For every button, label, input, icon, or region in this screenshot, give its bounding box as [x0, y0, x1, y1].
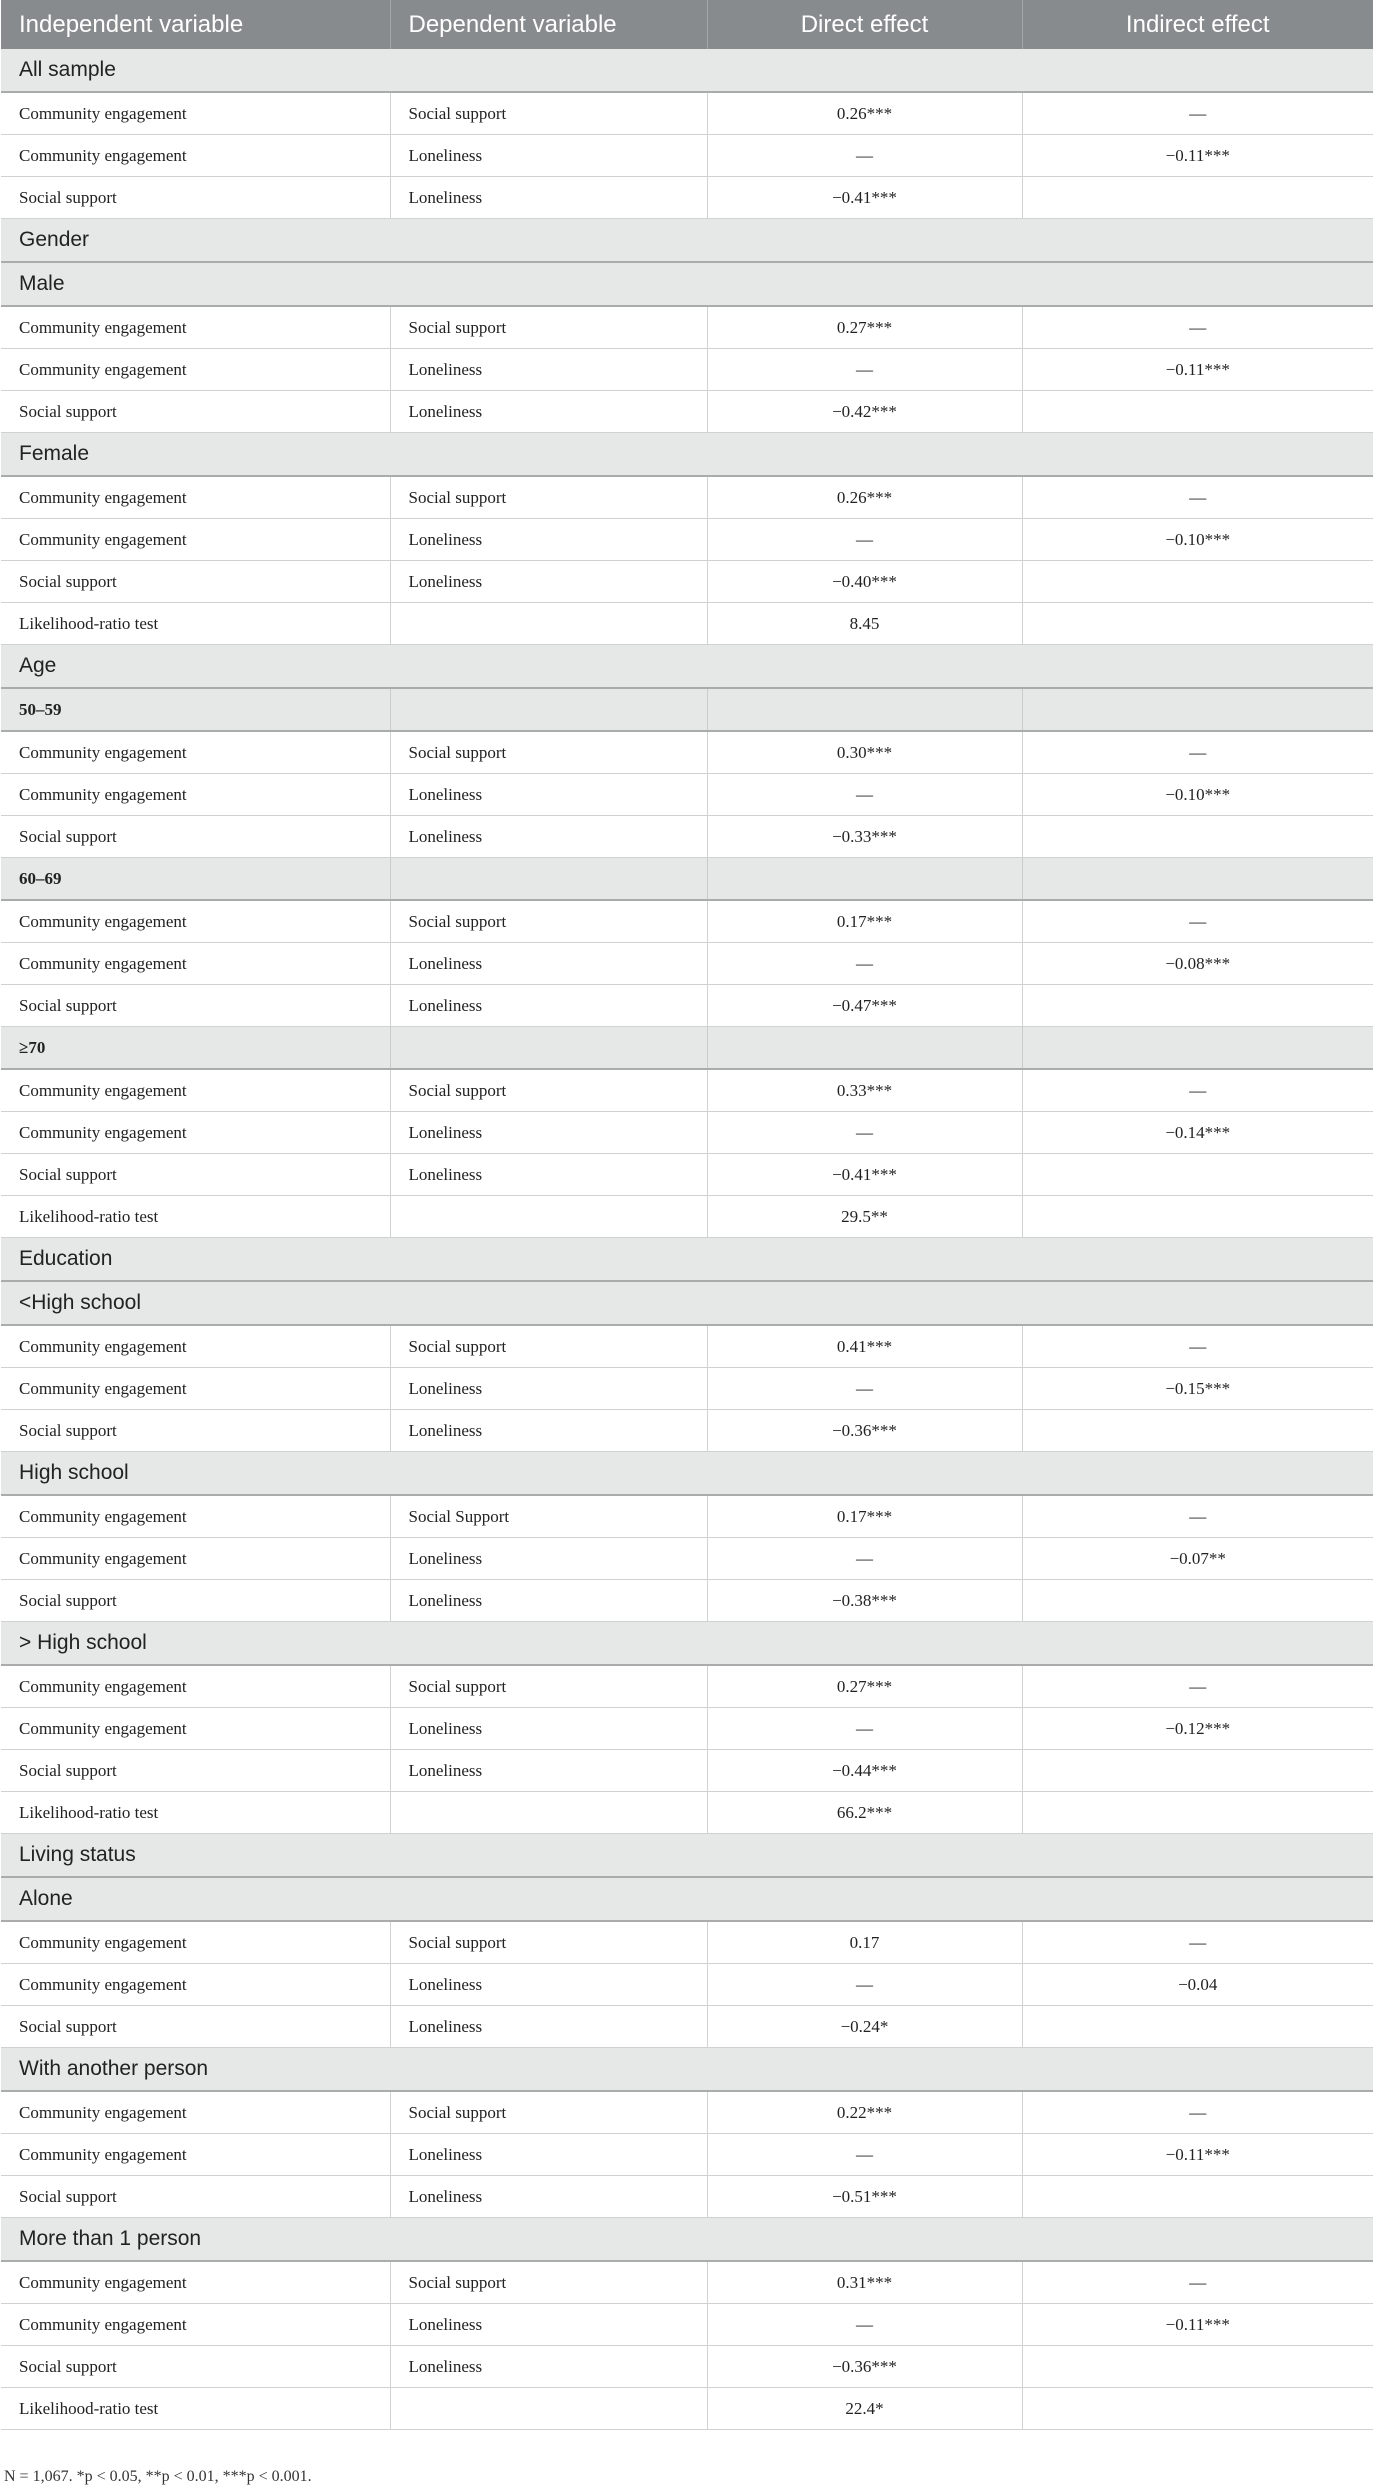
indirect-effect-cell — [1022, 1580, 1373, 1622]
dependent-variable-cell: Social support — [390, 1325, 707, 1368]
table-row — [1, 1325, 1373, 1368]
dependent-variable-cell — [390, 603, 707, 645]
direct-effect-cell: 0.30*** — [707, 731, 1022, 774]
dependent-variable-cell: Loneliness — [390, 1580, 707, 1622]
dependent-variable-cell: Social support — [390, 2261, 707, 2304]
table-header — [1, 0, 1373, 49]
dependent-variable-cell — [390, 1196, 707, 1238]
indirect-effect-cell: −0.08*** — [1022, 943, 1373, 985]
direct-effect-cell: — — [707, 2134, 1022, 2176]
direct-effect-cell: −0.41*** — [707, 1154, 1022, 1196]
dependent-variable-cell: Social support — [390, 1921, 707, 1964]
table-row — [1, 1154, 1373, 1196]
independent-variable-cell: Likelihood-ratio test — [1, 1196, 390, 1238]
direct-effect-cell: −0.33*** — [707, 816, 1022, 858]
indirect-effect-cell: — — [1022, 2261, 1373, 2304]
dependent-variable-cell: Loneliness — [390, 1154, 707, 1196]
independent-variable-cell: Social support — [1, 2346, 390, 2388]
direct-effect-cell: 0.27*** — [707, 306, 1022, 349]
table-row — [1, 2176, 1373, 2218]
independent-variable-cell: Community engagement — [1, 135, 390, 177]
empty-cell — [390, 858, 707, 901]
independent-variable-cell: Community engagement — [1, 2091, 390, 2134]
indirect-effect-cell: −0.11*** — [1022, 135, 1373, 177]
empty-cell — [1022, 858, 1373, 901]
independent-variable-cell: Community engagement — [1, 774, 390, 816]
direct-effect-cell: 0.41*** — [707, 1325, 1022, 1368]
dependent-variable-cell: Loneliness — [390, 1708, 707, 1750]
independent-variable-cell: Social support — [1, 1410, 390, 1452]
indirect-effect-cell — [1022, 561, 1373, 603]
dependent-variable-cell: Loneliness — [390, 519, 707, 561]
dependent-variable-cell: Loneliness — [390, 2006, 707, 2048]
dependent-variable-cell: Social support — [390, 2091, 707, 2134]
section-header-row — [1, 1834, 1373, 1878]
indirect-effect-cell: −0.14*** — [1022, 1112, 1373, 1154]
independent-variable-cell: Likelihood-ratio test — [1, 1792, 390, 1834]
table-row — [1, 2006, 1373, 2048]
table-row — [1, 135, 1373, 177]
direct-effect-cell: — — [707, 1112, 1022, 1154]
indirect-effect-cell: — — [1022, 1325, 1373, 1368]
table-row — [1, 1368, 1373, 1410]
direct-effect-cell: 8.45 — [707, 603, 1022, 645]
table-row — [1, 1196, 1373, 1238]
section-header-row — [1, 645, 1373, 689]
section-header-row — [1, 49, 1373, 92]
indirect-effect-cell: — — [1022, 306, 1373, 349]
independent-variable-cell: Community engagement — [1, 731, 390, 774]
header-independent-variable: Independent variable — [1, 0, 390, 49]
empty-cell — [707, 688, 1022, 731]
dependent-variable-cell: Social support — [390, 1665, 707, 1708]
section-label: Gender — [1, 219, 1373, 263]
independent-variable-cell: Community engagement — [1, 306, 390, 349]
empty-cell — [707, 1027, 1022, 1070]
indirect-effect-cell: — — [1022, 2091, 1373, 2134]
empty-cell — [390, 688, 707, 731]
indirect-effect-cell: −0.11*** — [1022, 2134, 1373, 2176]
indirect-effect-cell — [1022, 816, 1373, 858]
table-row — [1, 943, 1373, 985]
dependent-variable-cell: Social support — [390, 1069, 707, 1112]
empty-cell — [1022, 1027, 1373, 1070]
subsection-label: ≥70 — [1, 1027, 390, 1070]
table-row — [1, 2134, 1373, 2176]
direct-effect-cell: −0.40*** — [707, 561, 1022, 603]
section-header-row — [1, 1238, 1373, 1282]
independent-variable-cell: Community engagement — [1, 1112, 390, 1154]
direct-effect-cell: 22.4* — [707, 2388, 1022, 2430]
independent-variable-cell: Social support — [1, 1580, 390, 1622]
indirect-effect-cell: — — [1022, 476, 1373, 519]
section-label: All sample — [1, 49, 1373, 92]
table-row — [1, 603, 1373, 645]
table-row — [1, 561, 1373, 603]
indirect-effect-cell: −0.04 — [1022, 1964, 1373, 2006]
indirect-effect-cell: — — [1022, 731, 1373, 774]
independent-variable-cell: Likelihood-ratio test — [1, 603, 390, 645]
table-row — [1, 177, 1373, 219]
indirect-effect-cell: — — [1022, 1495, 1373, 1538]
dependent-variable-cell: Social support — [390, 476, 707, 519]
independent-variable-cell: Community engagement — [1, 1964, 390, 2006]
indirect-effect-cell — [1022, 1196, 1373, 1238]
table-row — [1, 1410, 1373, 1452]
indirect-effect-cell: −0.10*** — [1022, 774, 1373, 816]
independent-variable-cell: Social support — [1, 816, 390, 858]
table-row — [1, 2091, 1373, 2134]
direct-effect-cell: −0.36*** — [707, 2346, 1022, 2388]
section-label: Alone — [1, 1877, 1373, 1921]
section-header-row — [1, 433, 1373, 477]
dependent-variable-cell: Loneliness — [390, 1410, 707, 1452]
direct-effect-cell: — — [707, 519, 1022, 561]
dependent-variable-cell: Loneliness — [390, 2304, 707, 2346]
table-row — [1, 519, 1373, 561]
direct-effect-cell: 0.17*** — [707, 900, 1022, 943]
dependent-variable-cell: Social support — [390, 92, 707, 135]
table-row — [1, 1580, 1373, 1622]
independent-variable-cell: Community engagement — [1, 1325, 390, 1368]
table-row — [1, 1921, 1373, 1964]
table-row — [1, 1964, 1373, 2006]
direct-effect-cell: — — [707, 1964, 1022, 2006]
table-row — [1, 1708, 1373, 1750]
dependent-variable-cell: Loneliness — [390, 2346, 707, 2388]
independent-variable-cell: Social support — [1, 1154, 390, 1196]
direct-effect-cell: 0.22*** — [707, 2091, 1022, 2134]
section-label: High school — [1, 1452, 1373, 1496]
section-header-row — [1, 1877, 1373, 1921]
independent-variable-cell: Community engagement — [1, 519, 390, 561]
section-label: Male — [1, 262, 1373, 306]
table-footnote: N = 1,067. *p < 0.05, **p < 0.01, ***p < 0.001. — [4, 2468, 312, 2485]
independent-variable-cell: Social support — [1, 2176, 390, 2218]
table-row — [1, 2261, 1373, 2304]
mediation-results-table — [1, 0, 1373, 2430]
indirect-effect-cell: — — [1022, 1069, 1373, 1112]
subsection-header-row — [1, 858, 1373, 901]
direct-effect-cell: 0.26*** — [707, 476, 1022, 519]
subsection-label: 50–59 — [1, 688, 390, 731]
indirect-effect-cell: −0.11*** — [1022, 2304, 1373, 2346]
indirect-effect-cell: −0.07** — [1022, 1538, 1373, 1580]
section-label: With another person — [1, 2048, 1373, 2092]
table-row — [1, 349, 1373, 391]
independent-variable-cell: Community engagement — [1, 92, 390, 135]
indirect-effect-cell — [1022, 177, 1373, 219]
table-row — [1, 1069, 1373, 1112]
independent-variable-cell: Community engagement — [1, 1921, 390, 1964]
independent-variable-cell: Social support — [1, 985, 390, 1027]
section-label: More than 1 person — [1, 2218, 1373, 2262]
direct-effect-cell: −0.24* — [707, 2006, 1022, 2048]
dependent-variable-cell: Social Support — [390, 1495, 707, 1538]
indirect-effect-cell — [1022, 1410, 1373, 1452]
independent-variable-cell: Community engagement — [1, 476, 390, 519]
section-label: Education — [1, 1238, 1373, 1282]
indirect-effect-cell — [1022, 1154, 1373, 1196]
direct-effect-cell: — — [707, 774, 1022, 816]
direct-effect-cell: — — [707, 1708, 1022, 1750]
section-label: Living status — [1, 1834, 1373, 1878]
section-header-row — [1, 1281, 1373, 1325]
direct-effect-cell: 0.31*** — [707, 2261, 1022, 2304]
table-row — [1, 985, 1373, 1027]
direct-effect-cell: 0.17*** — [707, 1495, 1022, 1538]
subsection-header-row — [1, 688, 1373, 731]
direct-effect-cell: −0.47*** — [707, 985, 1022, 1027]
direct-effect-cell: 0.27*** — [707, 1665, 1022, 1708]
table-row — [1, 92, 1373, 135]
independent-variable-cell: Community engagement — [1, 1368, 390, 1410]
table-row — [1, 2388, 1373, 2430]
independent-variable-cell: Community engagement — [1, 1708, 390, 1750]
direct-effect-cell: — — [707, 349, 1022, 391]
section-label: > High school — [1, 1622, 1373, 1666]
direct-effect-cell: 0.33*** — [707, 1069, 1022, 1112]
dependent-variable-cell: Loneliness — [390, 1538, 707, 1580]
table-row — [1, 1665, 1373, 1708]
indirect-effect-cell — [1022, 603, 1373, 645]
dependent-variable-cell: Loneliness — [390, 816, 707, 858]
table-row — [1, 774, 1373, 816]
indirect-effect-cell: −0.12*** — [1022, 1708, 1373, 1750]
results-table-container — [1, 0, 1373, 2430]
dependent-variable-cell: Social support — [390, 900, 707, 943]
indirect-effect-cell: −0.10*** — [1022, 519, 1373, 561]
indirect-effect-cell — [1022, 2388, 1373, 2430]
dependent-variable-cell: Social support — [390, 306, 707, 349]
direct-effect-cell: 0.26*** — [707, 92, 1022, 135]
dependent-variable-cell: Loneliness — [390, 561, 707, 603]
dependent-variable-cell — [390, 2388, 707, 2430]
table-row — [1, 1750, 1373, 1792]
independent-variable-cell: Community engagement — [1, 2134, 390, 2176]
indirect-effect-cell — [1022, 2176, 1373, 2218]
independent-variable-cell: Social support — [1, 2006, 390, 2048]
indirect-effect-cell — [1022, 391, 1373, 433]
section-label: Female — [1, 433, 1373, 477]
dependent-variable-cell: Loneliness — [390, 1750, 707, 1792]
direct-effect-cell: −0.41*** — [707, 177, 1022, 219]
direct-effect-cell: −0.38*** — [707, 1580, 1022, 1622]
empty-cell — [1022, 688, 1373, 731]
table-row — [1, 1112, 1373, 1154]
indirect-effect-cell — [1022, 985, 1373, 1027]
dependent-variable-cell: Social support — [390, 731, 707, 774]
section-header-row — [1, 2218, 1373, 2262]
table-row — [1, 476, 1373, 519]
dependent-variable-cell — [390, 1792, 707, 1834]
independent-variable-cell: Community engagement — [1, 900, 390, 943]
independent-variable-cell: Social support — [1, 177, 390, 219]
direct-effect-cell: — — [707, 135, 1022, 177]
indirect-effect-cell: −0.11*** — [1022, 349, 1373, 391]
indirect-effect-cell: — — [1022, 900, 1373, 943]
dependent-variable-cell: Loneliness — [390, 1112, 707, 1154]
independent-variable-cell: Social support — [1, 561, 390, 603]
dependent-variable-cell: Loneliness — [390, 2176, 707, 2218]
direct-effect-cell: — — [707, 1368, 1022, 1410]
dependent-variable-cell: Loneliness — [390, 985, 707, 1027]
independent-variable-cell: Likelihood-ratio test — [1, 2388, 390, 2430]
indirect-effect-cell: −0.15*** — [1022, 1368, 1373, 1410]
independent-variable-cell: Community engagement — [1, 1069, 390, 1112]
dependent-variable-cell: Loneliness — [390, 943, 707, 985]
table-row — [1, 1792, 1373, 1834]
independent-variable-cell: Social support — [1, 391, 390, 433]
header-row — [1, 0, 1373, 49]
dependent-variable-cell: Loneliness — [390, 391, 707, 433]
table-body — [1, 49, 1373, 2430]
section-label: Age — [1, 645, 1373, 689]
direct-effect-cell: 66.2*** — [707, 1792, 1022, 1834]
direct-effect-cell: −0.44*** — [707, 1750, 1022, 1792]
section-header-row — [1, 262, 1373, 306]
dependent-variable-cell: Loneliness — [390, 774, 707, 816]
section-header-row — [1, 1622, 1373, 1666]
section-header-row — [1, 2048, 1373, 2092]
direct-effect-cell: −0.42*** — [707, 391, 1022, 433]
independent-variable-cell: Community engagement — [1, 1495, 390, 1538]
dependent-variable-cell: Loneliness — [390, 177, 707, 219]
table-row — [1, 2304, 1373, 2346]
table-row — [1, 816, 1373, 858]
dependent-variable-cell: Loneliness — [390, 1368, 707, 1410]
dependent-variable-cell: Loneliness — [390, 2134, 707, 2176]
table-row — [1, 306, 1373, 349]
table-row — [1, 1495, 1373, 1538]
independent-variable-cell: Social support — [1, 1750, 390, 1792]
header-dependent-variable: Dependent variable — [390, 0, 707, 49]
independent-variable-cell: Community engagement — [1, 1665, 390, 1708]
table-row — [1, 391, 1373, 433]
table-row — [1, 900, 1373, 943]
empty-cell — [390, 1027, 707, 1070]
direct-effect-cell: — — [707, 1538, 1022, 1580]
direct-effect-cell: −0.36*** — [707, 1410, 1022, 1452]
empty-cell — [707, 858, 1022, 901]
section-label: <High school — [1, 1281, 1373, 1325]
table-row — [1, 731, 1373, 774]
direct-effect-cell: — — [707, 2304, 1022, 2346]
independent-variable-cell: Community engagement — [1, 1538, 390, 1580]
section-header-row — [1, 1452, 1373, 1496]
table-row — [1, 2346, 1373, 2388]
indirect-effect-cell — [1022, 2346, 1373, 2388]
section-header-row — [1, 219, 1373, 263]
direct-effect-cell: −0.51*** — [707, 2176, 1022, 2218]
header-direct-effect: Direct effect — [707, 0, 1022, 49]
dependent-variable-cell: Loneliness — [390, 135, 707, 177]
subsection-label: 60–69 — [1, 858, 390, 901]
indirect-effect-cell — [1022, 1750, 1373, 1792]
independent-variable-cell: Community engagement — [1, 2261, 390, 2304]
indirect-effect-cell — [1022, 1792, 1373, 1834]
indirect-effect-cell: — — [1022, 1921, 1373, 1964]
indirect-effect-cell: — — [1022, 92, 1373, 135]
direct-effect-cell: 29.5** — [707, 1196, 1022, 1238]
indirect-effect-cell — [1022, 2006, 1373, 2048]
direct-effect-cell: 0.17 — [707, 1921, 1022, 1964]
direct-effect-cell: — — [707, 943, 1022, 985]
independent-variable-cell: Community engagement — [1, 2304, 390, 2346]
header-indirect-effect: Indirect effect — [1022, 0, 1373, 49]
indirect-effect-cell: — — [1022, 1665, 1373, 1708]
dependent-variable-cell: Loneliness — [390, 1964, 707, 2006]
dependent-variable-cell: Loneliness — [390, 349, 707, 391]
independent-variable-cell: Community engagement — [1, 943, 390, 985]
subsection-header-row — [1, 1027, 1373, 1070]
table-row — [1, 1538, 1373, 1580]
independent-variable-cell: Community engagement — [1, 349, 390, 391]
